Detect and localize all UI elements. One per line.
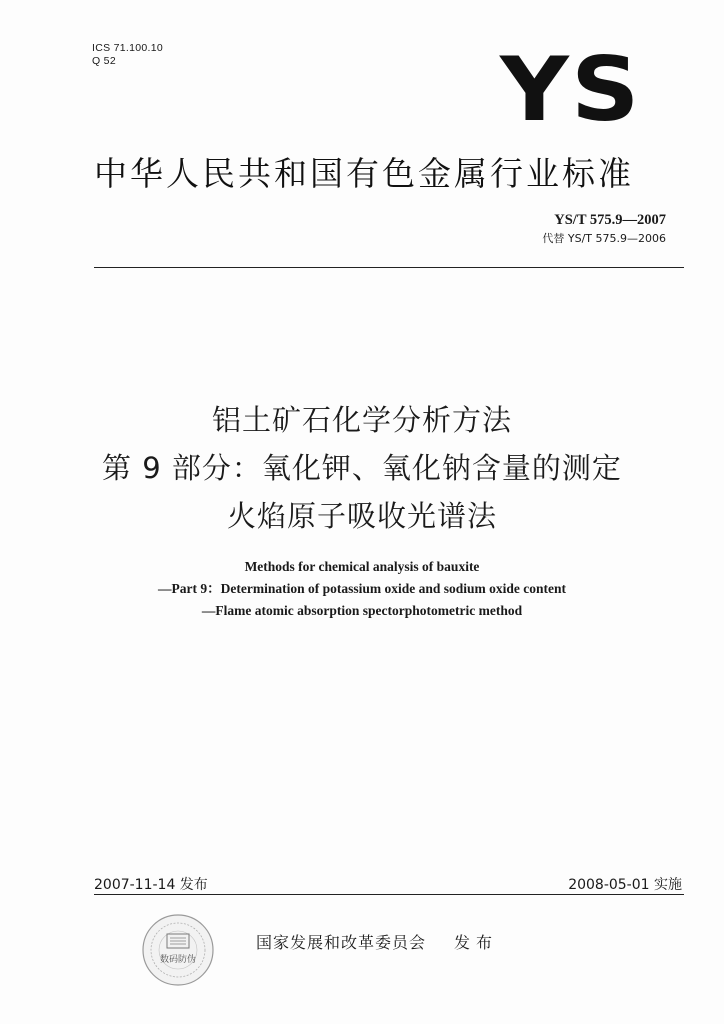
standard-category-title: 中华人民共和国有色金属行业标准 [94,154,634,193]
ys-logo: YS [500,38,642,141]
footer-divider [94,894,684,895]
implementation-date: 2008-05-01 实施 [568,877,682,893]
english-title-line-2: —Part 9：Determination of potassium oxide and sodium oxide content [158,581,566,596]
anti-counterfeit-seal-icon [140,912,216,988]
english-title-line-1: Methods for chemical analysis of bauxite [244,559,480,574]
english-title-line-3: —Flame atomic absorption spectorphotometric method [201,603,523,618]
standard-number: YS/T 575.9—2007 [554,212,666,228]
chinese-title [0,396,724,540]
issuer-name: 国家发展和改革委员会 [256,933,427,952]
issue-date: 2007-11-14 发布 [94,877,208,893]
issuer-line [256,930,498,953]
header-divider [94,267,684,268]
ics-code: ICS 71.100.10 [92,42,164,54]
replaces-note: 代替 YS/T 575.9—2006 [542,232,666,245]
chinese-title-line-3: 火焰原子吸收光谱法 [226,499,497,533]
issuer-action: 发布 [454,933,499,952]
classification-codes [92,42,163,68]
seal-label: 数码防伪 [159,955,197,965]
ccs-code: Q 52 [92,55,116,67]
chinese-title-line-1: 铝土矿石化学分析方法 [211,403,512,437]
chinese-title-line-2: 第 9 部分：氧化钾、氧化钠含量的测定 [102,451,622,485]
standard-number-block [542,212,666,246]
english-title [0,556,724,622]
